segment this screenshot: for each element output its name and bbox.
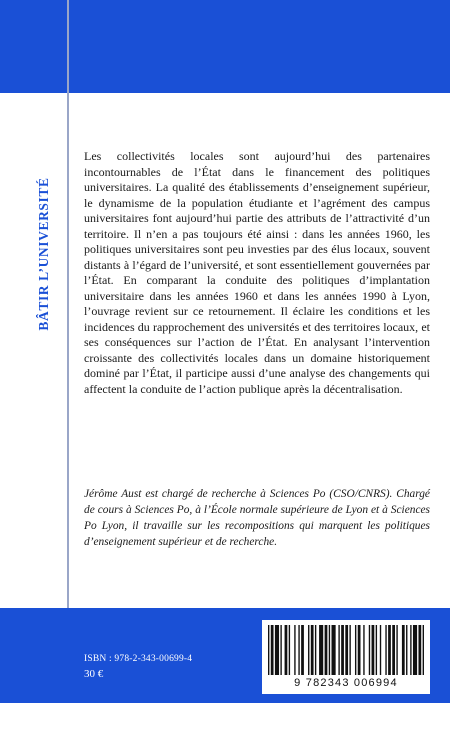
barcode-bar: [413, 625, 417, 675]
barcode-bar: [285, 625, 288, 675]
barcode-bar: [341, 625, 344, 675]
spine-divider: [67, 0, 69, 703]
barcode-bar: [355, 625, 356, 675]
barcode-bar: [423, 625, 424, 675]
spine-title-text: BÂTIR L’UNIVERSITÉ: [36, 177, 51, 331]
barcode-bar: [392, 625, 395, 675]
barcode-bar: [275, 625, 279, 675]
barcode-bar: [280, 625, 281, 675]
barcode-bar: [329, 625, 330, 675]
barcode-bar: [418, 625, 421, 675]
barcode-image: [268, 625, 424, 675]
barcode-bar: [385, 625, 386, 675]
author-bio: Jérôme Aust est chargé de recherche à Sciences Po (CSO/CNRS). Chargé de cours à Sciences Po, à l’École normale supérieure de Lyon et à Sciences Po Lyon, il travaille sur les recompositions qui marquent les politiques d’enseignement supérieur et de recherche.: [84, 488, 430, 548]
barcode-bar: [298, 625, 299, 675]
barcode-bar: [271, 625, 274, 675]
isbn-label: ISBN : 978-2-343-00699-4: [84, 654, 193, 664]
barcode-bar: [349, 625, 350, 675]
barcode-bar: [294, 625, 295, 675]
barcode-bar: [325, 625, 328, 675]
barcode-bar: [311, 625, 314, 675]
barcode-bar: [268, 625, 269, 675]
barcode-bar: [369, 625, 370, 675]
barcode-digits: 9 782343 006994: [294, 677, 398, 689]
barcode-bar: [406, 625, 407, 675]
barcode-bar: [376, 625, 377, 675]
book-summary: Les collectivités locales sont aujourd’hui des partenaires incontournables de l’État dans le financement des politiques universitaires. La qualité des établissements d’enseignement supérieur, le dynamisme de la population étudiante et l’agrément des campus universitaires font aujourd’hui partie des attributs de l’attractivité d’un territoire. Il n’en a pas toujours été ainsi : dans les années 1960, les politiques universitaires sont peu investies par des élus locaux, souvent distants à l’égard de l’université, et sont essentiellement gouvernées par l’État. En comparant la conduite des politiques d’implantation universitaire dans les années 1960 et dans les années 1990 à Lyon, l’ouvrage revient sur ce retournement. Il éclaire les conditions et les incidences du rapprochement des universités et des territoires locaux, et ses conséquences sur l’action de l’État. En analysant l’intervention croissante des collectivités locales dans un domaine historiquement dominé par l’État, il participe aussi d’une analyse des changements qui affectent la conduite de l’action publique après la décentralisation.: [84, 149, 430, 396]
barcode-bar: [345, 625, 348, 675]
barcode-panel: [262, 620, 430, 694]
barcode-bar: [332, 625, 336, 675]
barcode-bar: [315, 625, 316, 675]
barcode-bar: [388, 625, 391, 675]
barcode-bar: [396, 625, 397, 675]
barcode-bar: [410, 625, 411, 675]
barcode-bar: [301, 625, 304, 675]
barcode-bar: [319, 625, 323, 675]
barcode-bar: [338, 625, 339, 675]
price-label: 30 €: [84, 668, 104, 680]
barcode-bar: [402, 625, 405, 675]
barcode-bar: [358, 625, 361, 675]
barcode-bar: [372, 625, 375, 675]
barcode-bar: [289, 625, 290, 675]
barcode-bar: [380, 625, 381, 675]
barcode-bar: [308, 625, 309, 675]
barcode-bar: [363, 625, 364, 675]
